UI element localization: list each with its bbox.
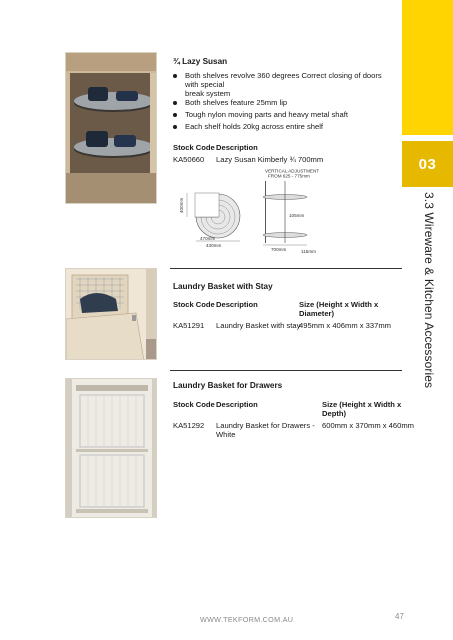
ls-description: Lazy Susan Kimberly ¾ 700mm — [216, 155, 324, 164]
section-number: 03 — [402, 141, 453, 187]
bullet-icon — [173, 74, 177, 78]
bullet-icon — [173, 125, 177, 129]
lbd-header-stock-code: Stock Code — [173, 400, 215, 409]
dim-470-label: 470mm — [200, 236, 216, 241]
lbs-header-size-1: Size (Height x Width x — [299, 300, 379, 309]
page-number: 47 — [395, 612, 404, 621]
lbd-description-1: Laundry Basket for Drawers - — [216, 421, 315, 430]
lbs-header-description: Description — [216, 300, 258, 309]
lazy-susan-bullet-2: Both shelves feature 25mm lip — [185, 98, 288, 107]
lbd-header-description: Description — [216, 400, 258, 409]
divider-line — [170, 370, 402, 371]
dim-115-label: 115mm — [301, 249, 316, 254]
laundry-stay-title: Laundry Basket with Stay — [173, 282, 273, 291]
ls-header-stock-code: Stock Code — [173, 143, 215, 152]
lbs-stock-code: KA51291 — [173, 321, 205, 330]
lbs-size: 495mm x 406mm x 337mm — [299, 321, 391, 330]
lbs-header-size-2: Diameter) — [299, 309, 335, 318]
bullet-icon — [173, 101, 177, 105]
lazy-susan-bullet-1: Both shelves revolve 360 degrees Correct closing of doors with special break system — [185, 71, 382, 99]
footer-website-link[interactable]: WWW.TEKFORM.COM.AU — [200, 615, 294, 624]
laundry-stay-photo — [65, 268, 157, 360]
dim-700-label: 700mm — [271, 247, 287, 252]
lbs-description: Laundry Basket with stay — [216, 321, 301, 330]
ls-header-description: Description — [216, 143, 258, 152]
vertical-adjustment-label-1: VERTICAL ADJUSTMENT — [265, 169, 320, 174]
laundry-drawers-title: Laundry Basket for Drawers — [173, 381, 283, 390]
lbd-header-size-1: Size (Height x Width x — [322, 400, 402, 409]
lazy-susan-bullet-3: Tough nylon moving parts and heavy metal shaft — [185, 110, 348, 119]
dim-430-label: 430mm — [206, 243, 222, 248]
tab-color-block — [402, 0, 453, 135]
lbs-header-stock-code: Stock Code — [173, 300, 215, 309]
dim-400-label: 400mm — [179, 197, 184, 213]
ls-stock-code: KA50660 — [173, 155, 205, 164]
lbd-stock-code: KA51292 — [173, 421, 205, 430]
section-title-vertical: 3.3 Wireware & Kitchen Accessories — [422, 192, 436, 389]
lazy-susan-photo — [65, 52, 157, 204]
bullet-icon — [173, 113, 177, 117]
divider-line — [170, 268, 402, 269]
lazy-susan-title: ¾ Lazy Susan — [173, 57, 228, 66]
lazy-susan-bullet-4: Each shelf holds 20kg across entire shelf — [185, 122, 324, 131]
vertical-adjustment-label-2: FROM 625 - 775mm — [268, 173, 310, 179]
lbd-size: 600mm x 370mm x 460mm — [322, 421, 414, 430]
lbd-description-2: White — [216, 430, 236, 439]
dim-105-label: 105mm — [289, 213, 305, 218]
lazy-susan-diagram — [173, 169, 333, 255]
laundry-drawers-photo — [65, 378, 157, 518]
lbd-header-size-2: Depth) — [322, 409, 347, 418]
